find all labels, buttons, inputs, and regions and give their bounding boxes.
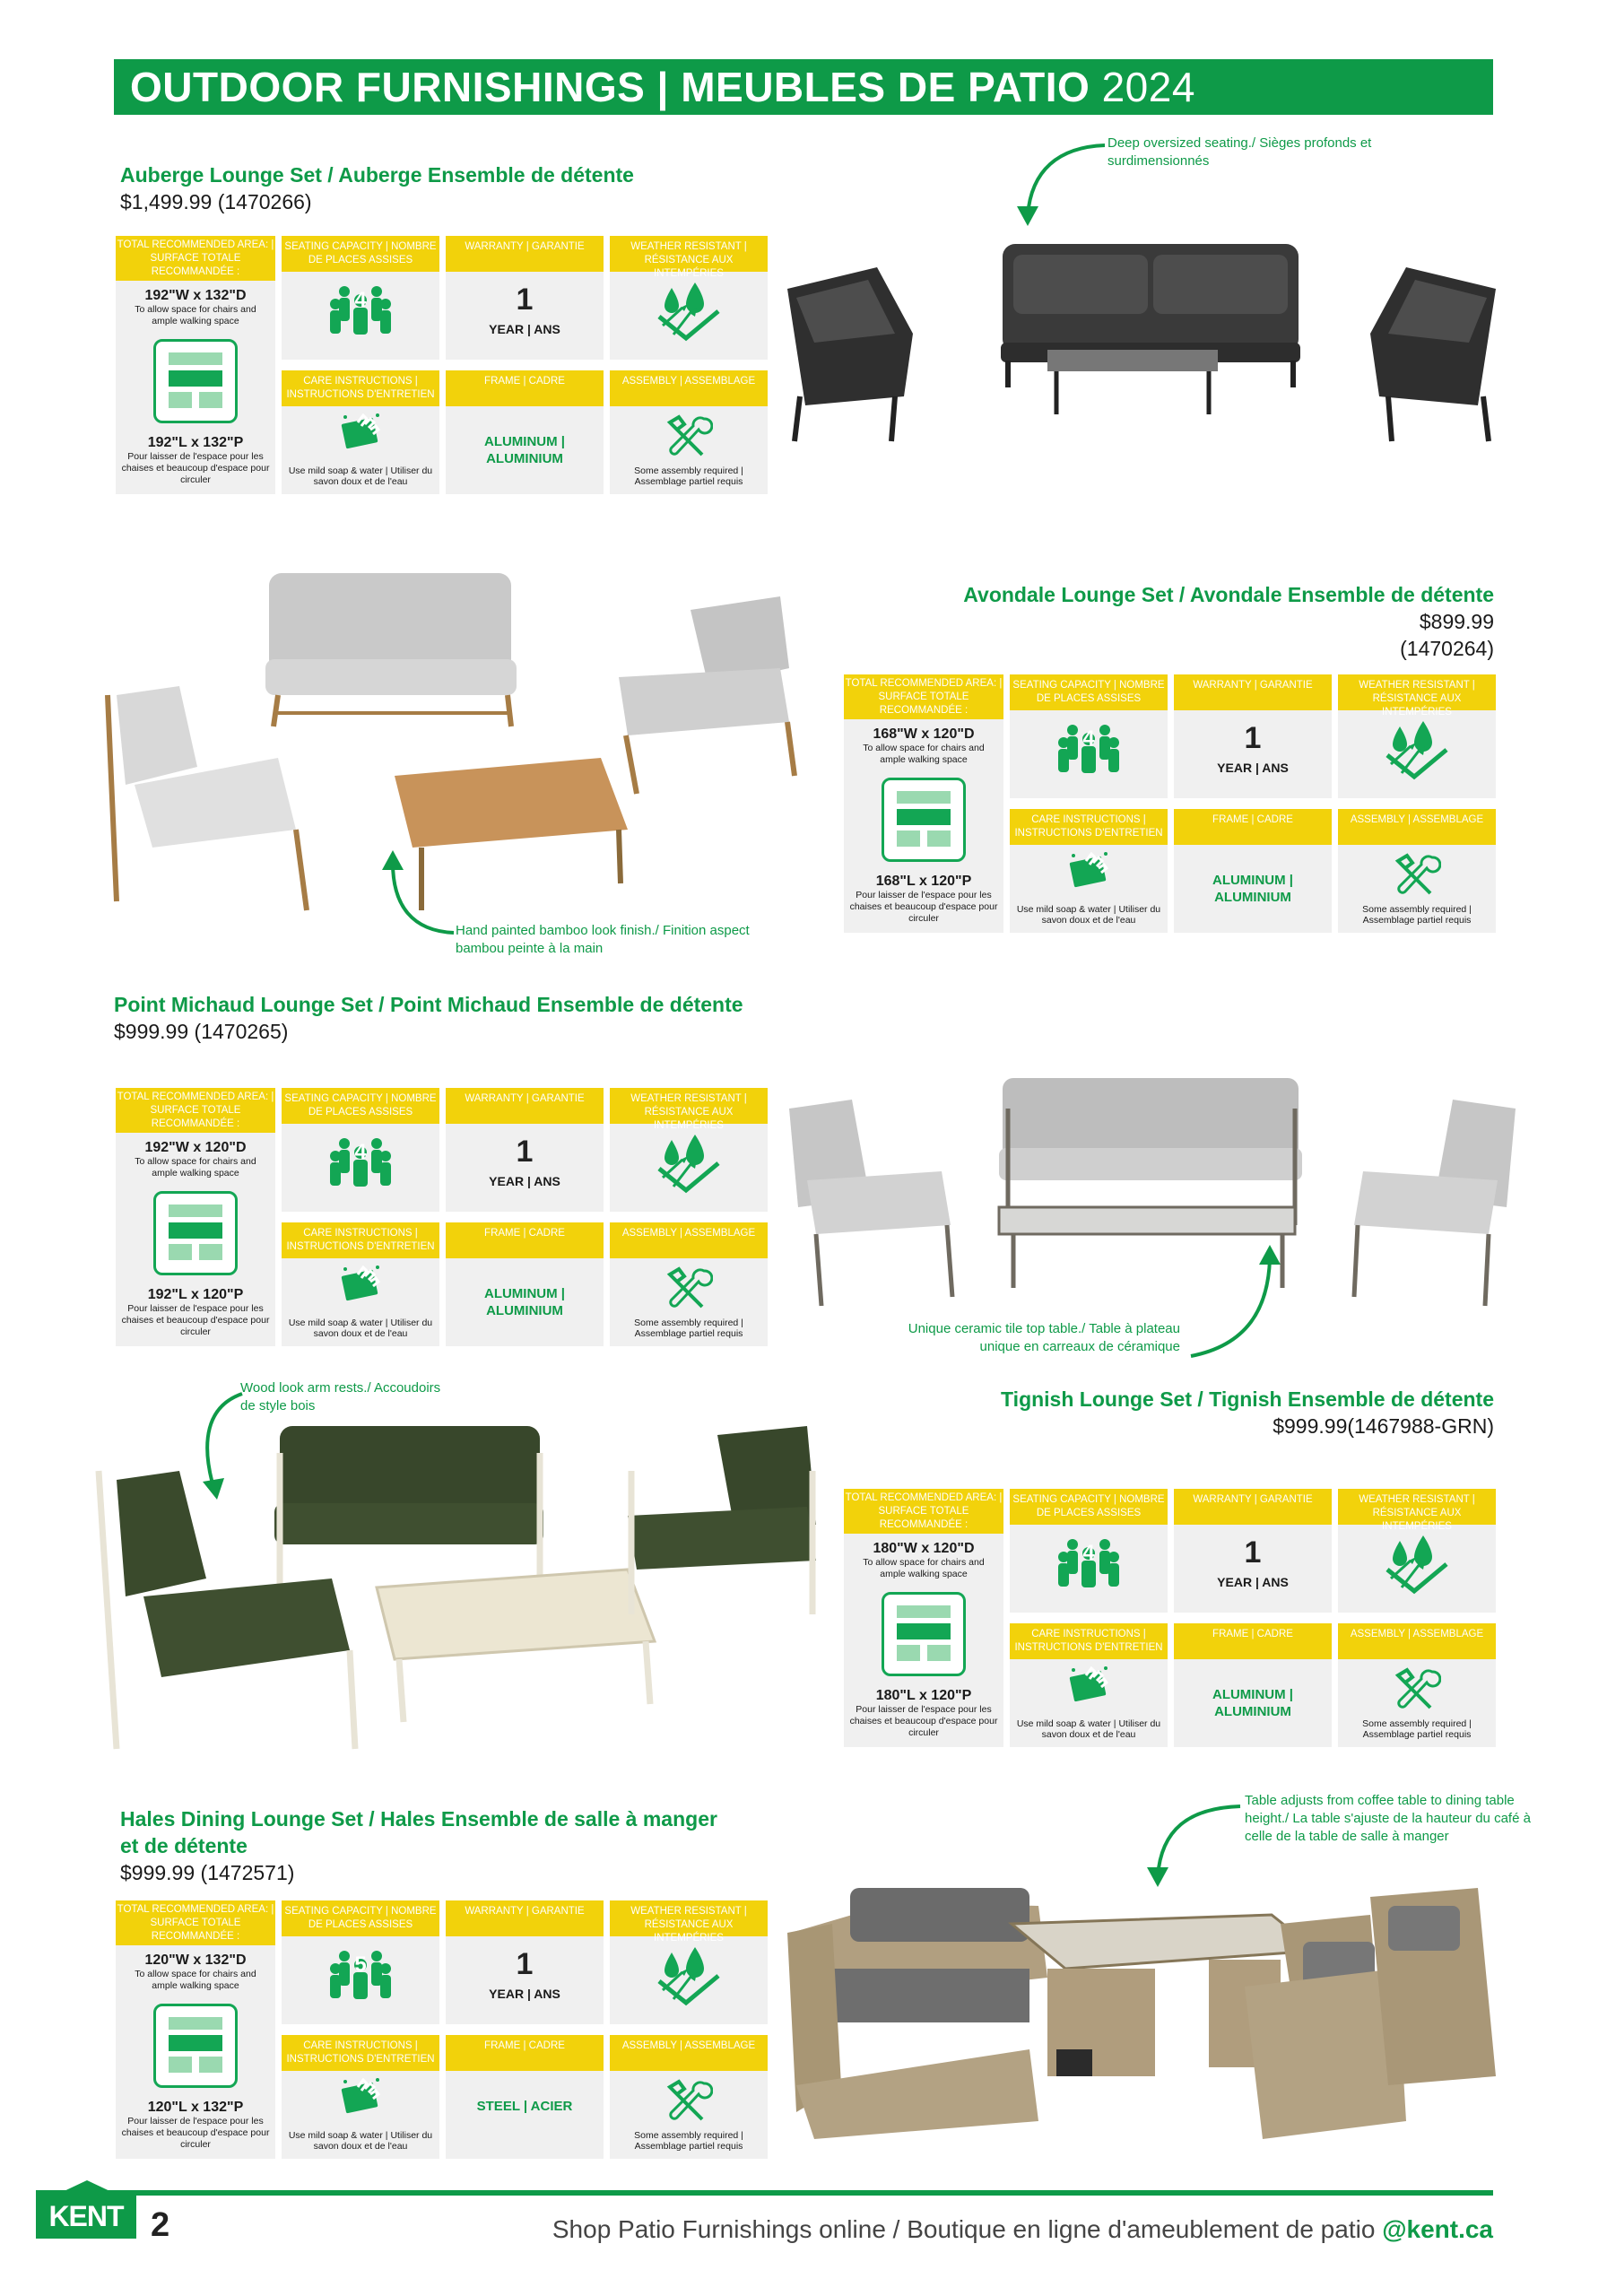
floor-plan-icon	[882, 778, 966, 862]
area-panel	[844, 674, 1003, 933]
seating-cell	[282, 236, 439, 360]
assembly-label: ASSEMBLY | ASSEMBLAGE	[1338, 1623, 1496, 1659]
weather-cell	[610, 1900, 768, 2024]
warranty-unit: YEAR | ANS	[489, 322, 560, 336]
care-label: CARE INSTRUCTIONS | INSTRUCTIONS D'ENTRETIEN	[282, 370, 439, 406]
seating-label: SEATING CAPACITY | NOMBRE DE PLACES ASSISES	[282, 236, 439, 272]
weather-resistant-icon	[656, 1945, 722, 2006]
area-panel	[116, 1900, 275, 2159]
care-label: CARE INSTRUCTIONS | INSTRUCTIONS D'ENTRETIEN	[1010, 809, 1168, 845]
weather-cell	[610, 236, 768, 360]
warranty-years: 1	[516, 1135, 534, 1169]
frame-cell	[1174, 1623, 1332, 1747]
product-price: $999.99 (1470265)	[114, 1020, 289, 1043]
area-length: 168"L x 120"P	[875, 874, 972, 889]
warranty-years: 1	[516, 283, 534, 317]
page-title: OUTDOOR FURNISHINGS | MEUBLES DE PATIO	[130, 64, 1090, 110]
care-text: Use mild soap & water | Utiliser du savon doux et de l'eau	[1016, 1718, 1161, 1740]
tignish-furniture-image	[90, 1417, 825, 1758]
care-cell	[282, 370, 439, 494]
frame-material: ALUMINUM | ALUMINIUM	[483, 434, 565, 466]
area-length: 120"L x 132"P	[147, 2100, 244, 2115]
weather-resistant-icon	[1384, 1534, 1450, 1595]
warranty-label: WARRANTY | GARANTIE	[1174, 1489, 1332, 1525]
assembly-cell	[1338, 809, 1496, 933]
warranty-cell	[446, 236, 604, 360]
area-label: TOTAL RECOMMENDED AREA: | SURFACE TOTALE RECOMMANDÉE :	[844, 674, 1003, 719]
product-title: Avondale Lounge Set / Avondale Ensemble de détente	[963, 583, 1494, 606]
warranty-cell	[446, 1900, 604, 2024]
tools-icon	[665, 413, 713, 460]
seating-cell	[282, 1088, 439, 1212]
area-panel	[844, 1489, 1003, 1747]
floor-plan-icon	[153, 339, 238, 423]
seating-label: SEATING CAPACITY | NOMBRE DE PLACES ASSISES	[1010, 674, 1168, 710]
spec-grid-hales	[116, 1900, 767, 2159]
footer-rule	[114, 2190, 1493, 2196]
care-cell	[1010, 1623, 1168, 1747]
assembly-cell	[1338, 1623, 1496, 1747]
weather-resistant-icon	[656, 1133, 722, 1194]
product-sku: (1470264)	[1400, 637, 1494, 660]
seat-count: 4	[1082, 726, 1095, 751]
cleaning-icon	[338, 1265, 383, 1305]
weather-label: WEATHER RESISTANT | RÉSISTANCE AUX INTEMPÉRIES	[610, 236, 768, 272]
tools-icon	[1393, 852, 1441, 899]
footer-site-link[interactable]: @kent.ca	[1382, 2215, 1493, 2243]
care-label: CARE INSTRUCTIONS | INSTRUCTIONS D'ENTRETIEN	[1010, 1623, 1168, 1659]
weather-resistant-icon	[656, 281, 722, 342]
weather-label: WEATHER RESISTANT | RÉSISTANCE AUX INTEMPÉRIES	[1338, 674, 1496, 710]
product-title: Hales Dining Lounge Set / Hales Ensemble de salle à manger et de détente	[120, 1807, 717, 1857]
weather-cell	[610, 1088, 768, 1212]
area-length-note: Pour laisser de l'espace pour les chaises et beaucoup d'espace pour circuler	[849, 1704, 998, 1738]
frame-cell	[446, 370, 604, 494]
area-width-note: To allow space for chairs and ample walking space	[863, 743, 985, 765]
assembly-text: Some assembly required | Assemblage partiel requis	[634, 1318, 743, 1339]
care-text: Use mild soap & water | Utiliser du savon doux et de l'eau	[288, 465, 433, 487]
care-cell	[282, 2035, 439, 2159]
tools-icon	[665, 1265, 713, 1312]
warranty-unit: YEAR | ANS	[1217, 1575, 1289, 1589]
care-cell	[1010, 809, 1168, 933]
spec-grid-avondale	[844, 674, 1495, 933]
feature-note: Hand painted bamboo look finish./ Finition aspect bambou peinte à la main	[456, 923, 750, 956]
tools-icon	[665, 2078, 713, 2125]
seating-label: SEATING CAPACITY | NOMBRE DE PLACES ASSISES	[282, 1088, 439, 1124]
product-title: Tignish Lounge Set / Tignish Ensemble de détente	[1001, 1387, 1494, 1411]
seating-cell	[1010, 674, 1168, 798]
product-point-michaud	[114, 991, 760, 1045]
warranty-label: WARRANTY | GARANTIE	[446, 236, 604, 272]
hales-furniture-image	[778, 1870, 1514, 2139]
seating-cell	[1010, 1489, 1168, 1613]
floor-plan-icon	[153, 1191, 238, 1275]
seat-count: 5	[354, 1952, 367, 1977]
assembly-label: ASSEMBLY | ASSEMBLAGE	[610, 2035, 768, 2071]
page-year: 2024	[1101, 64, 1195, 110]
frame-material: ALUMINUM | ALUMINIUM	[1212, 873, 1293, 905]
weather-cell	[1338, 674, 1496, 798]
product-title: Point Michaud Lounge Set / Point Michaud Ensemble de détente	[114, 993, 743, 1016]
product-price: $1,499.99 (1470266)	[120, 190, 312, 213]
area-label: TOTAL RECOMMENDED AREA: | SURFACE TOTALE RECOMMANDÉE :	[844, 1489, 1003, 1534]
warranty-years: 1	[516, 1947, 534, 1981]
area-panel	[116, 1088, 275, 1346]
weather-resistant-icon	[1384, 719, 1450, 780]
warranty-cell	[446, 1088, 604, 1212]
frame-label: FRAME | CADRE	[1174, 1623, 1332, 1659]
product-title: Auberge Lounge Set / Auberge Ensemble de détente	[120, 163, 634, 187]
product-price: $899.99	[1419, 610, 1494, 633]
care-label: CARE INSTRUCTIONS | INSTRUCTIONS D'ENTRETIEN	[282, 2035, 439, 2071]
area-length-note: Pour laisser de l'espace pour les chaises et beaucoup d'espace pour circuler	[121, 451, 270, 485]
point-michaud-furniture-image	[780, 1073, 1524, 1324]
footer-tagline	[552, 2215, 1493, 2244]
assembly-cell	[610, 1222, 768, 1346]
product-tignish	[986, 1386, 1494, 1439]
product-hales	[120, 1805, 730, 1886]
cleaning-icon	[1066, 1666, 1111, 1706]
arrow-icon	[1004, 135, 1112, 233]
product-auberge	[120, 161, 766, 215]
care-text: Use mild soap & water | Utiliser du savon doux et de l'eau	[1016, 904, 1161, 926]
frame-cell	[1174, 809, 1332, 933]
kent-logo[interactable]	[36, 2190, 136, 2239]
area-label: TOTAL RECOMMENDED AREA: | SURFACE TOTALE RECOMMANDÉE :	[116, 1088, 275, 1133]
frame-label: FRAME | CADRE	[446, 1222, 604, 1258]
spec-grid-point-michaud	[116, 1088, 767, 1346]
warranty-label: WARRANTY | GARANTIE	[446, 1900, 604, 1936]
seat-count: 4	[354, 288, 367, 312]
area-width-note: To allow space for chairs and ample walking space	[863, 1557, 985, 1579]
area-width-note: To allow space for chairs and ample walking space	[135, 1969, 256, 1991]
weather-cell	[1338, 1489, 1496, 1613]
cleaning-icon	[338, 413, 383, 453]
product-price: $999.99(1467988-GRN)	[1273, 1414, 1494, 1438]
assembly-text: Some assembly required | Assemblage partiel requis	[1362, 904, 1472, 926]
cleaning-icon	[1066, 852, 1111, 891]
cleaning-icon	[338, 2078, 383, 2118]
page-number: 2	[151, 2206, 170, 2244]
warranty-years: 1	[1244, 1535, 1262, 1570]
assembly-text: Some assembly required | Assemblage partiel requis	[1362, 1718, 1472, 1740]
weather-label: WEATHER RESISTANT | RÉSISTANCE AUX INTEMPÉRIES	[1338, 1489, 1496, 1525]
warranty-cell	[1174, 1489, 1332, 1613]
area-width: 120"W x 132"D	[144, 1952, 247, 1968]
feature-note: Deep oversized seating./ Sièges profonds et surdimensionnés	[1108, 135, 1372, 169]
weather-label: WEATHER RESISTANT | RÉSISTANCE AUX INTEMPÉRIES	[610, 1900, 768, 1936]
frame-cell	[446, 2035, 604, 2159]
area-width: 180"W x 120"D	[873, 1541, 975, 1556]
frame-material: STEEL | ACIER	[476, 2099, 573, 2114]
assembly-cell	[610, 2035, 768, 2159]
product-price: $999.99 (1472571)	[120, 1861, 295, 1884]
warranty-years: 1	[1244, 721, 1262, 755]
footer-text: Shop Patio Furnishings online / Boutique en ligne d'ameublement de patio	[552, 2215, 1376, 2243]
warranty-unit: YEAR | ANS	[1217, 761, 1289, 775]
warranty-unit: YEAR | ANS	[489, 1987, 560, 2001]
area-label: TOTAL RECOMMENDED AREA: | SURFACE TOTALE RECOMMANDÉE :	[116, 1900, 275, 1945]
warranty-cell	[1174, 674, 1332, 798]
area-width-note: To allow space for chairs and ample walking space	[135, 304, 256, 326]
spec-grid-auberge	[116, 236, 767, 494]
seat-count: 4	[354, 1140, 367, 1164]
seating-cell	[282, 1900, 439, 2024]
floor-plan-icon	[882, 1592, 966, 1676]
avondale-furniture-image	[99, 561, 825, 928]
assembly-label: ASSEMBLY | ASSEMBLAGE	[610, 370, 768, 406]
frame-label: FRAME | CADRE	[446, 2035, 604, 2071]
area-length: 180"L x 120"P	[875, 1688, 972, 1703]
frame-material: ALUMINUM | ALUMINIUM	[1212, 1687, 1293, 1719]
assembly-text: Some assembly required | Assemblage partiel requis	[634, 465, 743, 487]
feature-note: Wood look arm rests./ Accoudoirs de style bois	[240, 1380, 441, 1413]
care-text: Use mild soap & water | Utiliser du savon doux et de l'eau	[288, 2130, 433, 2152]
frame-label: FRAME | CADRE	[446, 370, 604, 406]
area-width: 192"W x 120"D	[144, 1140, 247, 1155]
frame-label: FRAME | CADRE	[1174, 809, 1332, 845]
weather-label: WEATHER RESISTANT | RÉSISTANCE AUX INTEMPÉRIES	[610, 1088, 768, 1124]
area-width-note: To allow space for chairs and ample walking space	[135, 1156, 256, 1178]
area-length-note: Pour laisser de l'espace pour les chaises et beaucoup d'espace pour circuler	[849, 890, 998, 924]
tools-icon	[1393, 1666, 1441, 1713]
product-avondale	[951, 581, 1494, 662]
area-length: 192"L x 120"P	[147, 1287, 244, 1302]
seat-count: 4	[1082, 1541, 1095, 1565]
seating-label: SEATING CAPACITY | NOMBRE DE PLACES ASSISES	[282, 1900, 439, 1936]
area-width: 168"W x 120"D	[873, 726, 975, 742]
spec-grid-tignish	[844, 1489, 1495, 1747]
area-panel	[116, 236, 275, 494]
care-text: Use mild soap & water | Utiliser du savon doux et de l'eau	[288, 1318, 433, 1339]
area-length-note: Pour laisser de l'espace pour les chaises et beaucoup d'espace pour circuler	[121, 1303, 270, 1337]
area-length: 192"L x 132"P	[147, 435, 244, 450]
assembly-label: ASSEMBLY | ASSEMBLAGE	[1338, 809, 1496, 845]
feature-note: Unique ceramic tile top table./ Table à plateau unique en carreaux de céramique	[908, 1321, 1180, 1354]
floor-plan-icon	[153, 2004, 238, 2088]
care-label: CARE INSTRUCTIONS | INSTRUCTIONS D'ENTRETIEN	[282, 1222, 439, 1258]
seating-label: SEATING CAPACITY | NOMBRE DE PLACES ASSISES	[1010, 1489, 1168, 1525]
auberge-furniture-image	[778, 235, 1505, 459]
area-label: TOTAL RECOMMENDED AREA: | SURFACE TOTALE RECOMMANDÉE :	[116, 236, 275, 281]
warranty-label: WARRANTY | GARANTIE	[1174, 674, 1332, 710]
warranty-unit: YEAR | ANS	[489, 1174, 560, 1188]
area-length-note: Pour laisser de l'espace pour les chaises et beaucoup d'espace pour circuler	[121, 2116, 270, 2150]
care-cell	[282, 1222, 439, 1346]
page-header	[114, 59, 1493, 115]
logo-text: KENT	[48, 2200, 124, 2232]
feature-note: Table adjusts from coffee table to dining table height./ La table s'ajuste de la hauteur du café à celle de la table de salle à manger	[1245, 1793, 1531, 1844]
frame-cell	[446, 1222, 604, 1346]
frame-material: ALUMINUM | ALUMINIUM	[483, 1286, 565, 1318]
area-width: 192"W x 132"D	[144, 288, 247, 303]
assembly-label: ASSEMBLY | ASSEMBLAGE	[610, 1222, 768, 1258]
warranty-label: WARRANTY | GARANTIE	[446, 1088, 604, 1124]
assembly-cell	[610, 370, 768, 494]
assembly-text: Some assembly required | Assemblage partiel requis	[634, 2130, 743, 2152]
